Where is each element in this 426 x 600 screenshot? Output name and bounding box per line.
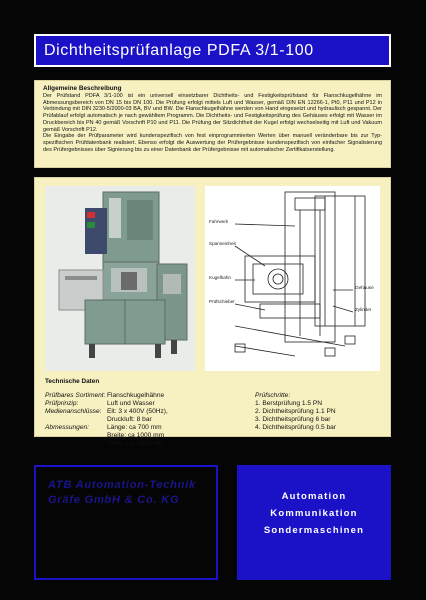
drawing-label: Prüfschieber bbox=[209, 299, 235, 304]
spec-value: Breite: ca 1000 mm bbox=[107, 432, 165, 439]
spec-value: Druckluft: 8 bar bbox=[107, 416, 152, 423]
spec-value: Höhe: ca. 2000 mm bbox=[107, 440, 165, 447]
spec-value: Flanschkugelhähne bbox=[107, 392, 165, 399]
spec-value: Elt: 3 x 400V (50Hz), bbox=[107, 408, 168, 415]
spec-label: Abmessungen: bbox=[45, 424, 89, 431]
tagline-kommunikation: Kommunikation bbox=[270, 508, 358, 519]
drawing-label: Fahrwerk bbox=[209, 219, 229, 224]
steps-heading: Prüfschritte: bbox=[255, 392, 291, 399]
tech-data-heading: Technische Daten bbox=[45, 378, 100, 385]
spec-label: Prüfbares Sortiment: bbox=[45, 392, 106, 399]
page-title: Dichtheitsprüfanlage PDFA 3/1-100 bbox=[34, 34, 391, 67]
step-item: 2. Dichtheitsprüfung 1.1 PN bbox=[255, 408, 336, 415]
description-heading: Allgemeine Beschreibung bbox=[43, 85, 122, 92]
content-panel bbox=[34, 177, 391, 447]
drawing-label: Spanneinheit bbox=[209, 241, 236, 246]
description-paragraph-2: Die Eingabe der Prüfparameter wird kundenspezifisch von fest einprogrammierten Werten über manuell veränderbare bis zur Typ-spezifischen Prüfdatenbank realisiert. Ebenso erfolgt die Auswertung der Prüfergebnisse kundenspezifisch von einfacher Signalisierung des Prüfergebnisses über Signierung bis zu einer Datenbank der Prüfergebnisse mit automatischer Zertifikatserstellung. bbox=[43, 133, 382, 153]
drawing-labels bbox=[205, 186, 380, 371]
drawing-label: Zylinder bbox=[355, 307, 372, 312]
spec-label: Prüfprinzip: bbox=[45, 400, 79, 407]
drawing-label: Kugelhahn bbox=[209, 275, 231, 280]
company-legal-form: Gräfe GmbH & Co. KG bbox=[48, 494, 180, 506]
spec-label: Medienanschlüsse: bbox=[45, 408, 102, 415]
tagline-box bbox=[237, 465, 391, 580]
company-box bbox=[34, 465, 218, 580]
step-item: 3. Dichtheitsprüfung 6 bar bbox=[255, 416, 331, 423]
step-item: 1. Berstprüfung 1.5 PN bbox=[255, 400, 323, 407]
description-paragraph-1: Der Prüfstand PDFA 3/1-100 ist ein universell einsetzbarer Dichtheits- und Festigkeitsprüfstand für Flanschkugelhähne im Abmessungsbereich von DN 15 bis DN 100. Die Prüfung erfolgt mittels Luft und Wasser, gemäß DIN EN 12266-1, Pt0, P11 und P12 in Verbindung mit DIN 3230-5/2000-03 BA, BV und BW. Die Flanschkugelhähne werden von Hand eingesetzt und hydraulisch gespannt. Der Prüfablauf erfolgt automatisch je nach gewähltem Programm. Die Dichtheits- und Festigkeitsprüfung des Gehäuses erfolgt mit Wasser im Druckbereich bis PN 40 gemäß Vorschrift P10 und P11. Die Prüfung der Sitzdichtheit der Kugel erfolgt wechselseitig mit Luft und Vakuum gemäß Vorschrift P12. bbox=[43, 93, 382, 133]
spec-value: Länge: ca 700 mm bbox=[107, 424, 162, 431]
tagline-automation: Automation bbox=[281, 491, 347, 502]
machine-photo bbox=[45, 186, 195, 371]
description-panel bbox=[34, 80, 391, 168]
spec-value: Luft und Wasser bbox=[107, 400, 155, 407]
drawing-label: Gehäuse bbox=[355, 285, 374, 290]
company-name: ATB Automation-Technik bbox=[48, 479, 196, 491]
step-item: 4. Dichtheitsprüfung 0.5 bar bbox=[255, 424, 337, 431]
tagline-sondermaschinen: Sondermaschinen bbox=[263, 525, 365, 536]
